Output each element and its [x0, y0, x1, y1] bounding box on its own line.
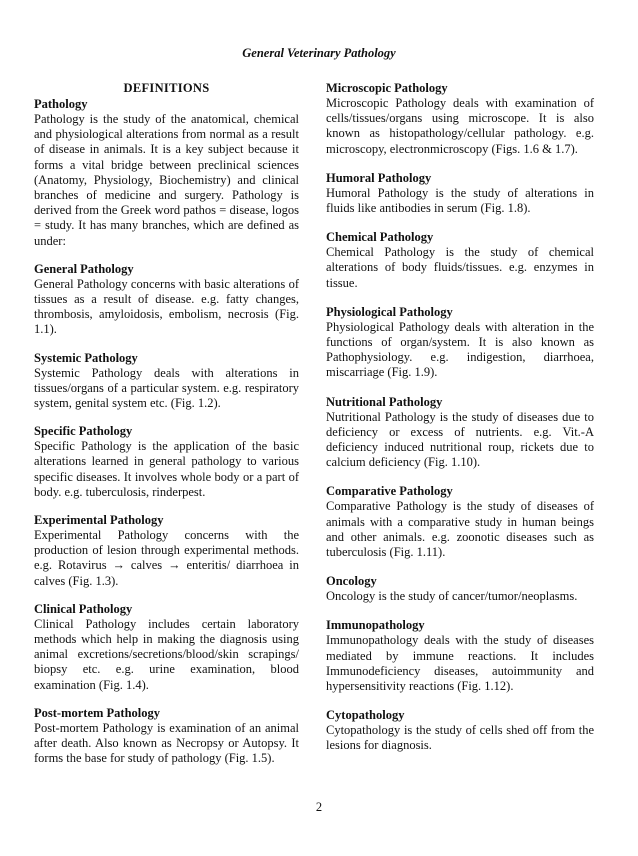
section-systemic-pathology: [34, 351, 299, 412]
section-humoral-pathology: [326, 171, 594, 216]
section-title: Cytopathology: [326, 708, 405, 723]
section-title: Clinical Pathology: [34, 601, 133, 616]
section-oncology: [326, 574, 594, 604]
section-title: Post-mortem Pathology: [34, 705, 161, 720]
section-comparative-pathology: [326, 484, 594, 560]
section-body: Nutritional Pathology is the study of diseases due to deficiency or excess of nutrients. e.g. Vit.-A deficiency induced nutritional roup, rickets due to calcium deficiency (Fig. 1.10).: [326, 409, 594, 470]
section-chemical-pathology: [326, 230, 594, 291]
section-title: General Pathology: [34, 261, 134, 276]
section-title: Experimental Pathology: [34, 513, 164, 528]
section-body: General Pathology concerns with basic alterations of tissues as a result of disease. e.g. fatty changes, thrombosis, amyloidosis, embolism, necrosis (Fig. 1.1).: [34, 276, 299, 337]
section-body: Clinical Pathology includes certain laboratory methods which help in making the diagnosis using animal excretions/secretions/blood/skin scrapings/ biopsy etc. e.g. urine examination, blood examination (Fig. 1.4).: [34, 616, 299, 692]
section-body: Immunopathology deals with the study of diseases mediated by immune reactions. It includes Immunodeficiency diseases, autoimmunity and hypersensitivity reactions (Fig. 1.12).: [326, 633, 594, 694]
section-body: Post-mortem Pathology is examination of an animal after death. Also known as Necropsy or Autopsy. It forms the base for study of pathology (Fig. 1.5).: [34, 720, 299, 766]
section-nutritional-pathology: [326, 395, 594, 471]
running-head: General Veterinary Pathology: [242, 46, 396, 60]
section-clinical-pathology: [34, 602, 299, 693]
left-column: [34, 81, 299, 767]
section-body: Chemical Pathology is the study of chemical alterations of body fluids/tissues. e.g. enzymes in tissue.: [326, 245, 594, 290]
section-body: Specific Pathology is the application of the basic alterations learned in general pathology to various specific diseases. It involves whole body or a part of body. e.g. tuberculosis, rinderpest.: [34, 439, 299, 499]
section-body: Pathology is the study of the anatomical, chemical and physiological alterations from normal as a result of disease in animals. It is a key subject because it forms a vital bridge between preclinical sciences (Anatomy, Physiology, Biochemistry) and clinical branches of medicine and surgery. Pathology is derived from the Greek word pathos = disease, logos = study. It has many branches, which are defined as under:: [34, 112, 299, 248]
section-microscopic-pathology: [326, 81, 594, 157]
section-post-mortem-pathology: [34, 706, 299, 767]
definitions-heading: DEFINITIONS: [123, 81, 210, 95]
right-column: [326, 81, 594, 754]
section-title: Comparative Pathology: [326, 484, 453, 499]
section-title: Immunopathology: [326, 618, 425, 633]
section-title: Chemical Pathology: [326, 230, 434, 245]
section-experimental-pathology: [34, 513, 299, 589]
section-body: Cytopathology is the study of cells shed off from the lesions for diagnosis.: [326, 723, 594, 753]
section-title: Physiological Pathology: [326, 304, 453, 319]
section-title: Oncology: [326, 574, 377, 589]
section-title: Nutritional Pathology: [326, 394, 443, 409]
section-body: Microscopic Pathology deals with examination of cells/tissues/organs using microscope. It is also known as histopathology/cellular pathology. e.g. microscopy, electronmicroscopy (Figs. 1.6 & 1.7).: [326, 96, 594, 156]
section-title: Specific Pathology: [34, 424, 133, 439]
section-body: Physiological Pathology deals with alteration in the functions of organ/system. It is also known as Pathophysiology. e.g. indigestion, diarrhoea, miscarriage (Fig. 1.9).: [326, 319, 594, 380]
section-title: Humoral Pathology: [326, 170, 432, 185]
section-specific-pathology: [34, 424, 299, 500]
section-physiological-pathology: [326, 305, 594, 381]
section-general-pathology: [34, 262, 299, 338]
section-immunopathology: [326, 618, 594, 694]
section-body: Humoral Pathology is the study of alterations in fluids like antibodies in serum (Fig. 1.8).: [326, 185, 594, 216]
section-title: Systemic Pathology: [34, 350, 138, 365]
section-cytopathology: [326, 708, 594, 753]
section-body: Oncology is the study of cancer/tumor/neoplasms.: [326, 589, 578, 604]
page-number: 2: [315, 800, 323, 814]
section-body: Comparative Pathology is the study of diseases of animals with a comparative study in human beings and other animals. e.g. zoonotic diseases such as tuberculosis (Fig. 1.11).: [326, 499, 594, 560]
section-title: Pathology: [34, 97, 88, 111]
section-body: Systemic Pathology deals with alterations in tissues/organs of a particular system. e.g. respiratory system, genital system etc. (Fig. 1.2).: [34, 365, 299, 411]
section-title: Microscopic Pathology: [326, 81, 448, 95]
section-pathology: [34, 97, 299, 249]
section-body: Experimental Pathology concerns with the production of lesion through experimental methods. e.g. Rotavirus → calves → enteritis/ diarrhoea in calves (Fig. 1.3).: [34, 528, 299, 588]
